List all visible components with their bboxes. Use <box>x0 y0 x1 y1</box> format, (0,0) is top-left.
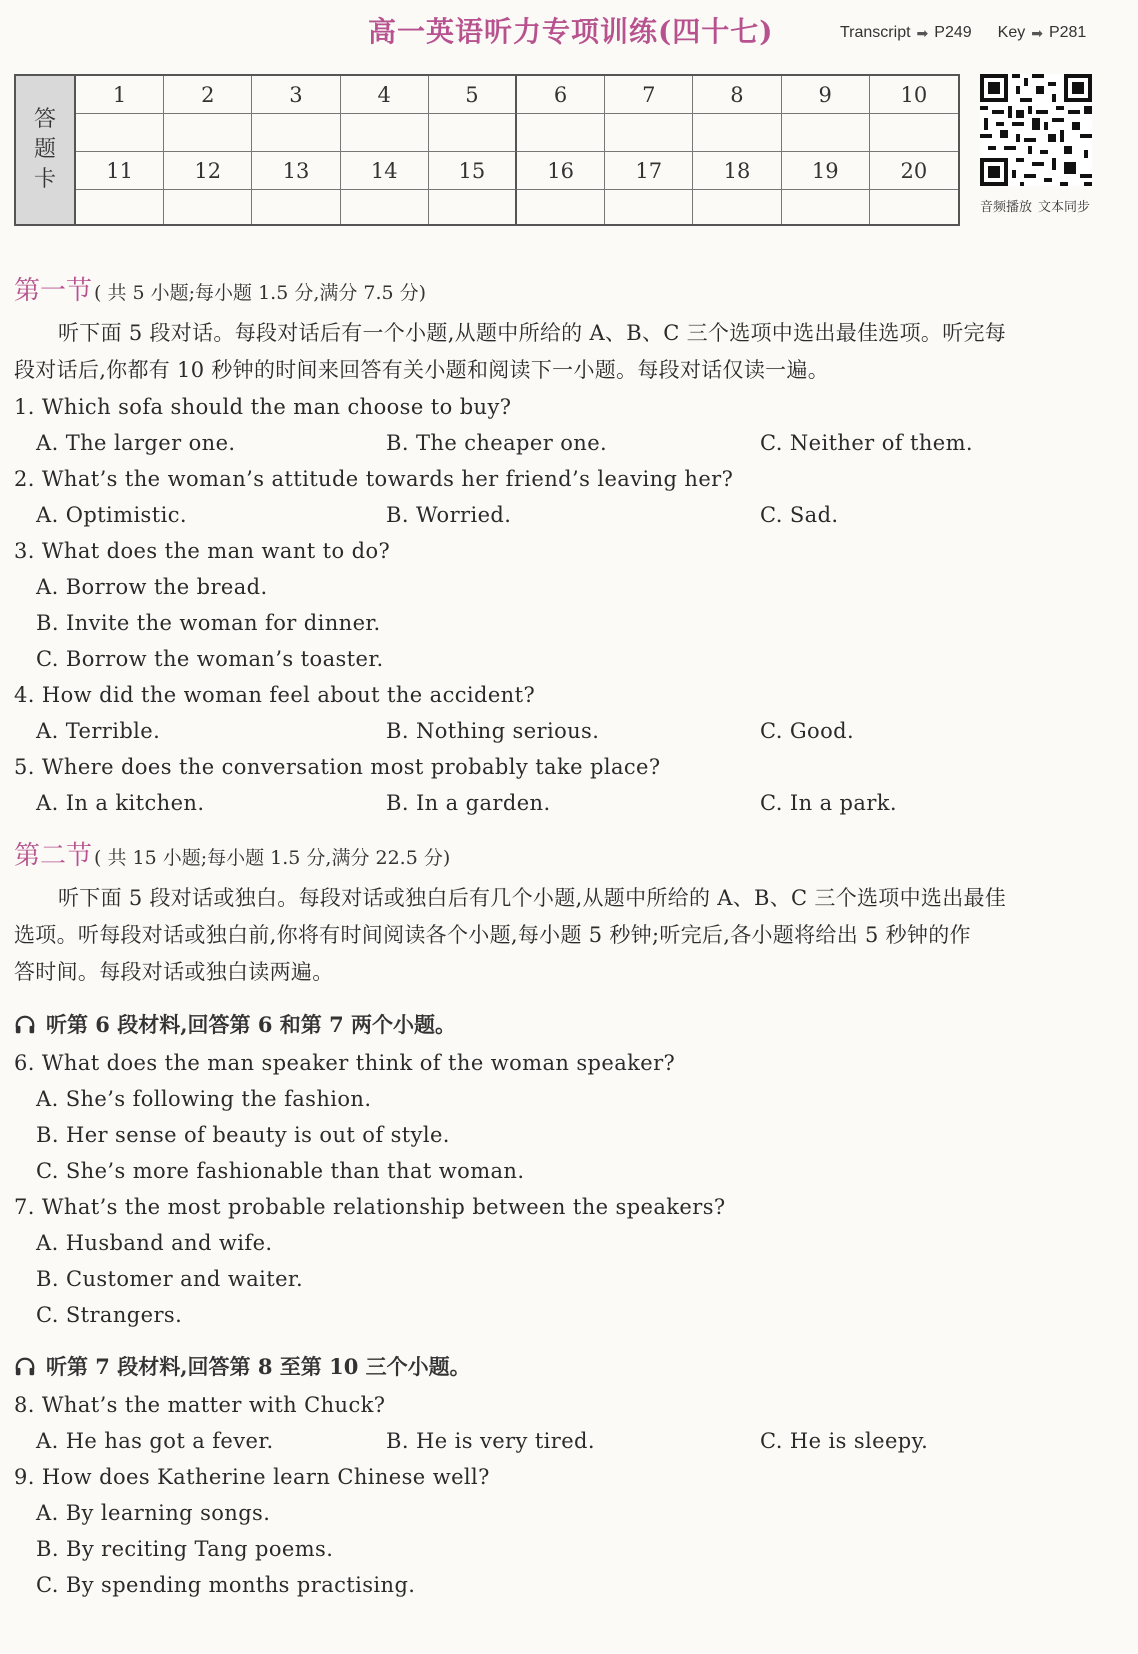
option-b[interactable]: B. By reciting Tang poems. <box>36 1537 334 1561</box>
option-c[interactable]: C. By spending months practising. <box>36 1573 416 1597</box>
section1-name: 第一节 <box>14 276 93 306</box>
question-4: 4. How did the woman feel about the accident? <box>14 683 536 707</box>
answer-number: 12 <box>164 152 252 190</box>
section2-instructions: 听下面 5 段对话或独白。每段对话或独白后有几个小题,从题中所给的 A、B、C 三个选项中选出最佳 <box>58 886 1007 910</box>
listening-prompt-7 <box>14 1347 1124 1387</box>
answer-grid <box>76 76 958 224</box>
answer-blank[interactable] <box>164 114 252 152</box>
option-c[interactable]: C. He is sleepy. <box>760 1429 929 1453</box>
question-2: 2. What’s the woman’s attitude towards her friend’s leaving her? <box>14 467 734 491</box>
answer-card-label <box>16 76 76 224</box>
answer-card-label-char: 答 <box>33 107 56 132</box>
listening-prompt-text: 听第 6 段材料,回答第 6 和第 7 两个小题。 <box>46 1012 457 1037</box>
question-8: 8. What’s the matter with Chuck? <box>14 1393 386 1417</box>
section1-note: ( 共 5 小题;每小题 1.5 分,满分 7.5 分) <box>94 282 427 304</box>
answer-number: 9 <box>782 76 870 114</box>
answer-card <box>14 74 960 226</box>
option-c[interactable]: C. She’s more fashionable than that woman. <box>36 1159 525 1183</box>
options-1 <box>14 425 1124 461</box>
transcript-page: P249 <box>934 24 972 41</box>
answer-card-label-char: 题 <box>33 137 56 162</box>
key-label: Key <box>997 24 1026 41</box>
question-6: 6. What does the man speaker think of the woman speaker? <box>14 1051 676 1075</box>
listening-prompt-text: 听第 7 段材料,回答第 8 至第 10 三个小题。 <box>46 1354 471 1379</box>
section2-instructions: 选项。听每段对话或独白前,你将有时间阅读各个小题,每小题 5 秒钟;听完后,各小题将给出 5 秒钟的作 <box>14 923 971 947</box>
option-a[interactable]: A. She’s following the fashion. <box>36 1087 372 1111</box>
option-b[interactable]: B. Her sense of beauty is out of style. <box>36 1123 450 1147</box>
question-5: 5. Where does the conversation most probably take place? <box>14 755 661 779</box>
answer-number: 11 <box>76 152 164 190</box>
answer-blank[interactable] <box>76 114 164 152</box>
option-c[interactable]: C. Borrow the woman’s toaster. <box>36 647 384 671</box>
answer-number: 13 <box>252 152 340 190</box>
answer-number: 19 <box>782 152 870 190</box>
options-5 <box>14 785 1124 821</box>
option-a[interactable]: A. Husband and wife. <box>36 1231 273 1255</box>
answer-number: 6 <box>517 76 605 114</box>
qr-caption <box>980 196 1120 215</box>
answer-number: 8 <box>693 76 781 114</box>
option-b[interactable]: B. In a garden. <box>386 791 551 815</box>
option-a[interactable]: A. In a kitchen. <box>36 791 205 815</box>
option-b[interactable]: B. Invite the woman for dinner. <box>36 611 381 635</box>
answer-blank[interactable] <box>252 114 340 152</box>
answer-number: 17 <box>605 152 693 190</box>
option-b[interactable]: B. Customer and waiter. <box>36 1267 304 1291</box>
answer-number: 2 <box>164 76 252 114</box>
answer-number: 16 <box>517 152 605 190</box>
headphones-icon[interactable] <box>14 1014 36 1036</box>
option-b[interactable]: B. He is very tired. <box>386 1429 595 1453</box>
option-a[interactable]: A. Terrible. <box>36 719 161 743</box>
qr-code-icon[interactable] <box>980 74 1092 186</box>
answer-blank[interactable] <box>605 114 693 152</box>
section1-instructions: 段对话后,你都有 10 秒钟的时间来回答有关小题和阅读下一小题。每段对话仅读一遍。 <box>14 358 830 382</box>
answer-number: 4 <box>341 76 429 114</box>
answer-number: 20 <box>870 152 958 190</box>
answer-blank[interactable] <box>341 190 429 224</box>
answer-number: 14 <box>341 152 429 190</box>
option-c[interactable]: C. Strangers. <box>36 1303 183 1327</box>
option-a[interactable]: A. The larger one. <box>36 431 236 455</box>
question-7: 7. What’s the most probable relationship between the speakers? <box>14 1195 726 1219</box>
section2-instructions: 答时间。每段对话或独白读两遍。 <box>14 960 334 984</box>
answer-blank[interactable] <box>693 190 781 224</box>
answer-blank[interactable] <box>341 114 429 152</box>
answer-number: 3 <box>252 76 340 114</box>
headphones-icon[interactable] <box>14 1356 36 1378</box>
answer-blank[interactable] <box>164 190 252 224</box>
answer-blank[interactable] <box>782 190 870 224</box>
page-title: 高一英语听力专项训练(四十七) <box>368 15 774 48</box>
options-4 <box>14 713 1124 749</box>
answer-number: 5 <box>429 76 517 114</box>
option-c[interactable]: C. Sad. <box>760 503 839 527</box>
answer-number: 15 <box>429 152 517 190</box>
option-c[interactable]: C. In a park. <box>760 791 897 815</box>
key-page: P281 <box>1048 24 1087 41</box>
section1-heading <box>14 270 1124 307</box>
transcript-label: Transcript <box>840 24 911 41</box>
option-b[interactable]: B. Worried. <box>386 503 512 527</box>
section2-note: ( 共 15 小题;每小题 1.5 分,满分 22.5 分) <box>94 847 451 869</box>
answer-number: 18 <box>693 152 781 190</box>
page-references <box>840 24 1086 42</box>
section2-name: 第二节 <box>14 841 93 871</box>
answer-blank[interactable] <box>517 114 605 152</box>
transcript-reference <box>840 24 972 42</box>
listening-prompt-6 <box>14 1005 1124 1045</box>
option-a[interactable]: A. Borrow the bread. <box>36 575 268 599</box>
option-a[interactable]: A. He has got a fever. <box>36 1429 274 1453</box>
answer-blank[interactable] <box>252 190 340 224</box>
answer-blank[interactable] <box>76 190 164 224</box>
page-header <box>0 8 1138 52</box>
text-sync-label: 文本同步 <box>1038 199 1091 214</box>
answer-blank[interactable] <box>429 114 517 152</box>
arrow-right-icon: ➡ <box>1031 24 1043 41</box>
section2-heading <box>14 835 1124 872</box>
question-3: 3. What does the man want to do? <box>14 539 391 563</box>
question-9: 9. How does Katherine learn Chinese well? <box>14 1465 490 1489</box>
answer-blank[interactable] <box>870 190 958 224</box>
section1-instructions: 听下面 5 段对话。每段对话后有一个小题,从题中所给的 A、B、C 三个选项中选出最佳选项。听完每 <box>58 321 1007 345</box>
options-2 <box>14 497 1124 533</box>
exercise-content <box>14 270 1124 1603</box>
answer-blank[interactable] <box>870 114 958 152</box>
answer-blank[interactable] <box>693 114 781 152</box>
option-a[interactable]: A. By learning songs. <box>36 1501 271 1525</box>
option-b[interactable]: B. Nothing serious. <box>386 719 600 743</box>
question-1: 1. Which sofa should the man choose to buy? <box>14 395 512 419</box>
option-a[interactable]: A. Optimistic. <box>36 503 187 527</box>
option-b[interactable]: B. The cheaper one. <box>386 431 608 455</box>
answer-blank[interactable] <box>429 190 517 224</box>
audio-play-label: 音频播放 <box>980 199 1033 214</box>
option-c[interactable]: C. Neither of them. <box>760 431 973 455</box>
option-c[interactable]: C. Good. <box>760 719 855 743</box>
key-reference <box>998 24 1087 42</box>
answer-blank[interactable] <box>782 114 870 152</box>
arrow-right-icon: ➡ <box>916 24 929 41</box>
answer-blank[interactable] <box>605 190 693 224</box>
options-8 <box>14 1423 1124 1459</box>
answer-number: 7 <box>605 76 693 114</box>
answer-card-label-char: 卡 <box>33 167 56 192</box>
answer-number: 10 <box>870 76 958 114</box>
answer-blank[interactable] <box>517 190 605 224</box>
answer-number: 1 <box>76 76 164 114</box>
